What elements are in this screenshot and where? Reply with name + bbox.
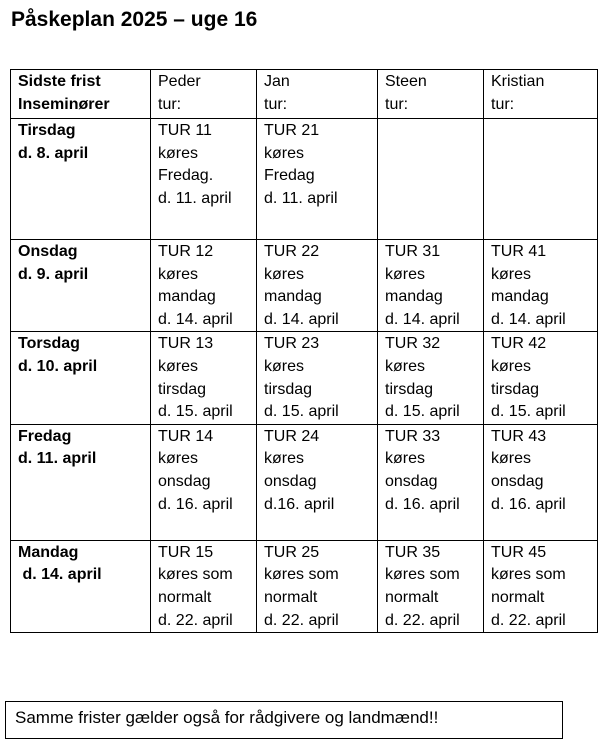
day-name: Onsdag (18, 243, 78, 260)
trip-line: TUR 14 (158, 427, 214, 445)
trip-cell (151, 240, 257, 332)
driver-label: tur: (158, 95, 182, 113)
trip-cell-empty (378, 119, 484, 240)
day-name: Mandag (18, 543, 79, 561)
trip-line: onsdag (491, 472, 544, 490)
header-corner-line: Sidste frist (18, 73, 101, 90)
trip-line: køres (491, 265, 531, 283)
trip-line: TUR 15 (158, 543, 214, 561)
trip-line: d. 16. april (491, 495, 566, 513)
header-corner-cell (11, 70, 151, 119)
day-cell (11, 540, 151, 632)
trip-line: d. 22. april (158, 611, 233, 629)
trip-line: mandag (264, 288, 322, 306)
trip-line: onsdag (158, 472, 211, 490)
trip-cell (378, 240, 484, 332)
trip-line: køres (491, 357, 531, 375)
trip-line: TUR 13 (158, 335, 214, 353)
trip-cell (257, 119, 378, 240)
trip-cell (151, 424, 257, 540)
day-cell (11, 424, 151, 540)
trip-line: TUR 33 (385, 427, 441, 445)
trip-cell (257, 332, 378, 424)
trip-cell (484, 240, 598, 332)
driver-name: Peder (158, 73, 201, 90)
trip-cell (378, 540, 484, 632)
table-row (11, 332, 598, 424)
trip-line: d. 14. april (491, 310, 566, 328)
trip-line: køres (385, 265, 425, 283)
header-row (11, 70, 598, 119)
trip-line: mandag (385, 288, 443, 306)
trip-cell (378, 424, 484, 540)
trip-line: tirsdag (158, 380, 207, 398)
trip-line: TUR 43 (491, 427, 547, 445)
header-driver-steen (378, 70, 484, 119)
table-row (11, 119, 598, 240)
trip-line: køres som (385, 566, 460, 584)
trip-line: TUR 35 (385, 543, 441, 561)
trip-line: køres (158, 265, 198, 283)
day-cell (11, 332, 151, 424)
header-driver-kristian (484, 70, 598, 119)
trip-cell (378, 332, 484, 424)
trip-line: køres (158, 144, 198, 162)
day-name: Torsdag (18, 335, 80, 353)
trip-line: d.16. april (264, 495, 335, 513)
trip-line: tirsdag (491, 380, 540, 398)
trip-line: køres (158, 450, 198, 468)
trip-line: d. 22. april (491, 611, 566, 629)
trip-line: d. 11. april (158, 189, 232, 207)
trip-line: tirsdag (264, 380, 313, 398)
driver-name: Steen (385, 73, 427, 90)
day-date: d. 10. april (18, 357, 98, 375)
trip-line: normalt (385, 588, 439, 606)
trip-line: køres (491, 450, 531, 468)
trip-cell-empty (484, 119, 598, 240)
trip-line: køres (264, 265, 304, 283)
trip-line: mandag (158, 288, 216, 306)
driver-label: tur: (264, 95, 288, 113)
trip-line: TUR 45 (491, 543, 547, 561)
header-driver-jan (257, 70, 378, 119)
trip-line: TUR 11 (158, 122, 212, 139)
trip-line: TUR 22 (264, 243, 320, 260)
trip-line: TUR 12 (158, 243, 214, 260)
day-date: d. 14. april (18, 566, 102, 584)
trip-line: d. 14. april (385, 310, 460, 328)
header-driver-peder (151, 70, 257, 119)
trip-line: køres som (491, 566, 566, 584)
trip-line: køres (264, 357, 304, 375)
trip-line: køres som (158, 566, 233, 584)
trip-line: TUR 23 (264, 335, 320, 353)
trip-cell (484, 540, 598, 632)
day-cell (11, 240, 151, 332)
day-name: Tirsdag (18, 122, 76, 139)
trip-line: d. 15. april (158, 403, 233, 421)
day-date: d. 8. april (18, 144, 89, 162)
trip-line: køres som (264, 566, 339, 584)
day-name: Fredag (18, 427, 72, 445)
trip-line: d. 22. april (385, 611, 460, 629)
trip-line: TUR 31 (385, 243, 441, 260)
note-box: Samme frister gælder også for rådgivere og landmænd!! (5, 701, 563, 739)
trip-line: TUR 21 (264, 122, 320, 139)
trip-line: køres (385, 450, 425, 468)
driver-label: tur: (491, 95, 515, 113)
trip-line: d. 11. april (264, 189, 338, 207)
trip-cell (484, 424, 598, 540)
trip-line: d. 15. april (264, 403, 339, 421)
trip-line: TUR 24 (264, 427, 320, 445)
trip-cell (151, 332, 257, 424)
trip-line: TUR 42 (491, 335, 547, 353)
trip-line: d. 16. april (158, 495, 233, 513)
trip-line: køres (264, 450, 304, 468)
trip-line: d. 15. april (385, 403, 460, 421)
trip-line: onsdag (385, 472, 438, 490)
trip-line: normalt (264, 588, 318, 606)
trip-line: d. 15. april (491, 403, 566, 421)
schedule-table (10, 69, 598, 633)
trip-line: TUR 25 (264, 543, 320, 561)
driver-name: Jan (264, 73, 290, 90)
trip-line: d. 16. april (385, 495, 460, 513)
trip-cell (257, 540, 378, 632)
trip-cell (257, 240, 378, 332)
trip-line: køres (385, 357, 425, 375)
trip-line: Fredag (264, 167, 315, 185)
trip-line: mandag (491, 288, 549, 306)
table-row (11, 240, 598, 332)
trip-line: TUR 41 (491, 243, 547, 260)
driver-name: Kristian (491, 73, 545, 90)
trip-line: tirsdag (385, 380, 434, 398)
trip-cell (257, 424, 378, 540)
driver-label: tur: (385, 95, 409, 113)
trip-line: normalt (491, 588, 545, 606)
table-row (11, 424, 598, 540)
day-date: d. 11. april (18, 450, 97, 468)
trip-line: køres (158, 357, 198, 375)
trip-line: onsdag (264, 472, 317, 490)
trip-line: d. 14. april (264, 310, 339, 328)
page-title: Påskeplan 2025 – uge 16 (11, 8, 258, 31)
trip-line: d. 14. april (158, 310, 233, 328)
trip-line: TUR 32 (385, 335, 441, 353)
table-row (11, 540, 598, 632)
trip-cell (151, 119, 257, 240)
header-corner-line: Inseminører (18, 95, 110, 113)
trip-line: d. 22. april (264, 611, 339, 629)
trip-line: køres (264, 144, 304, 162)
trip-cell (484, 332, 598, 424)
trip-line: normalt (158, 588, 212, 606)
trip-cell (151, 540, 257, 632)
trip-line: Fredag. (158, 167, 214, 185)
day-cell (11, 119, 151, 240)
day-date: d. 9. april (18, 265, 89, 283)
